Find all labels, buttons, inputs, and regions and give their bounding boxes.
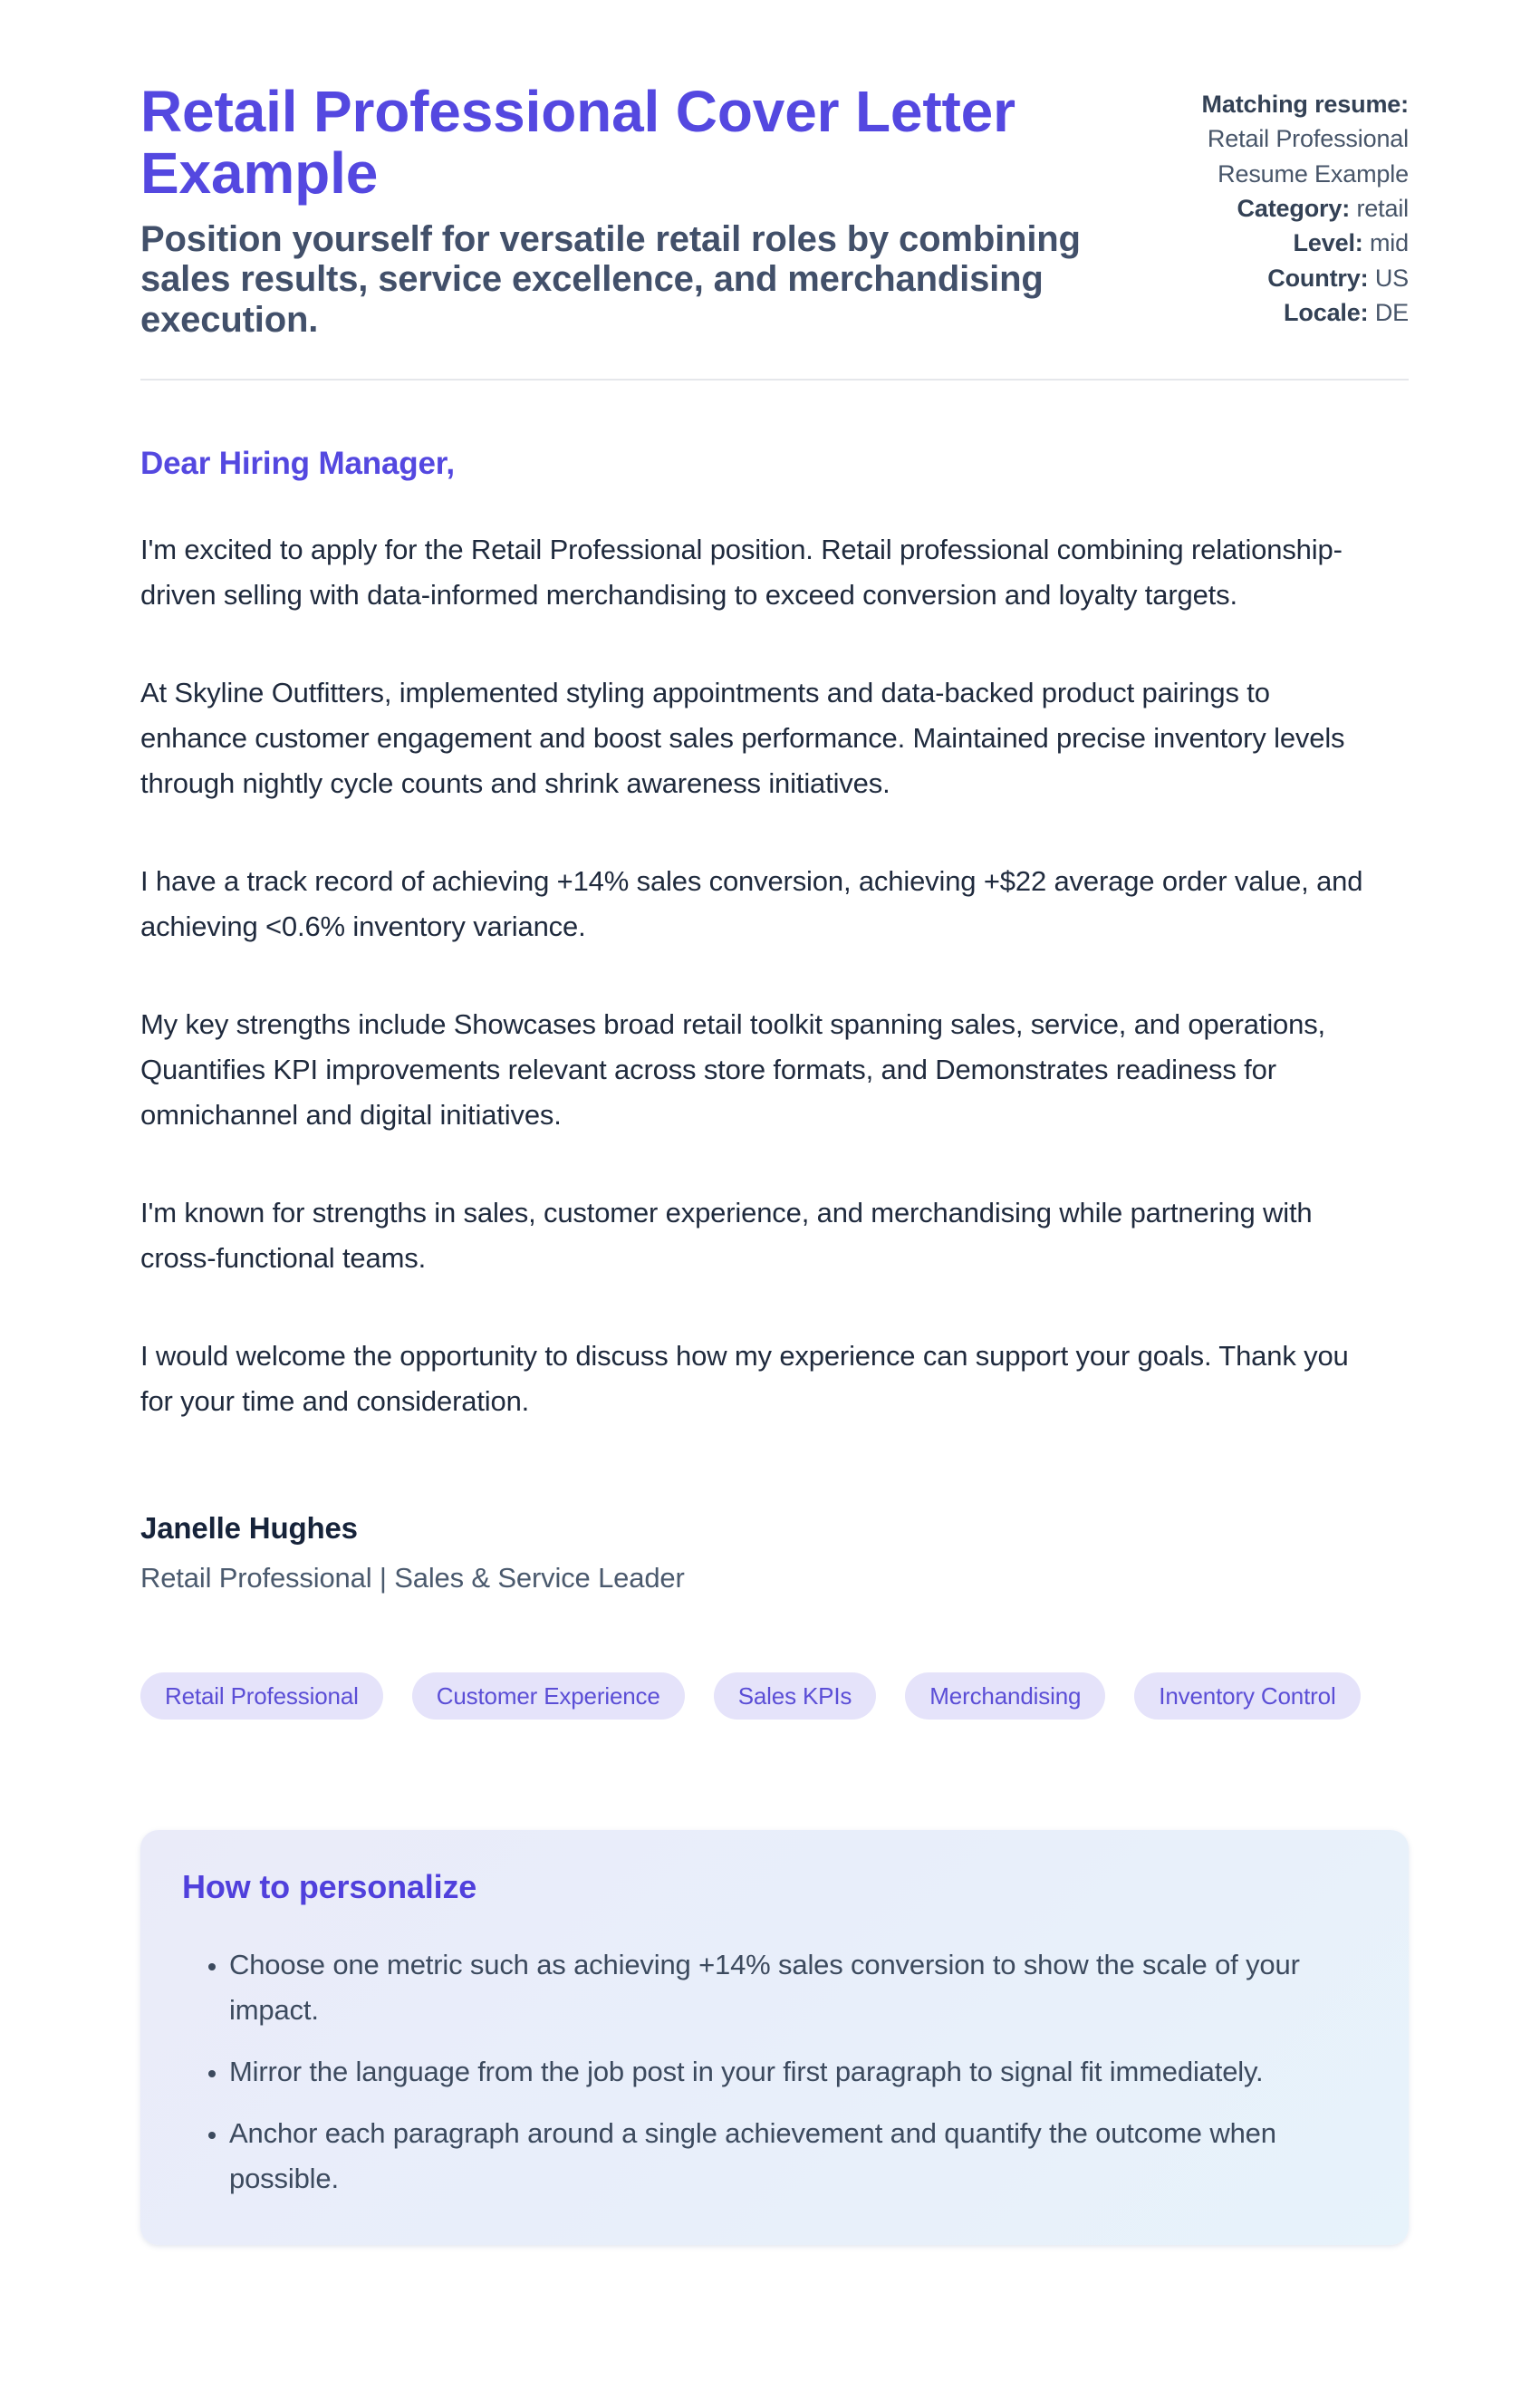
meta-country: Country: US [1267,264,1409,292]
page-root [140,0,1409,2245]
matching-resume-link[interactable]: Retail Professional Resume Example [1207,125,1409,188]
header-divider [140,379,1409,381]
meta-category: Category: retail [1237,194,1409,222]
signature-block [140,1511,1409,1595]
tag-pill[interactable]: Retail Professional [140,1672,383,1720]
title-block [140,79,1155,341]
letter-paragraph: My key strengths include Showcases broad retail toolkit spanning sales, service, and operations, Quantifies KPI improvements relevant across store formats, and Demonstrates readiness for omnichannel and digital initiatives. [140,1008,1326,1132]
signature-name: Janelle Hughes [140,1511,358,1546]
tag-pill[interactable]: Customer Experience [412,1672,685,1720]
meta-level: Level: mid [1293,229,1409,257]
tag-pill[interactable]: Merchandising [905,1672,1105,1720]
tag-pill[interactable]: Sales KPIs [714,1672,877,1720]
salutation: Dear Hiring Manager, [140,446,455,482]
tag-pill[interactable]: Inventory Control [1134,1672,1360,1720]
tips-card [140,1830,1409,2245]
letter-paragraph: At Skyline Outfitters, implemented styling appointments and data-backed product pairings to enhance customer engagement and boost sales performance. Maintained precise inventory levels through nightly cycle counts and shrink awareness initiatives. [140,677,1345,800]
page-subtitle: Position yourself for versatile retail roles by combining sales results, service excellence, and merchandising execution. [140,218,1081,341]
letter-paragraph: I would welcome the opportunity to discuss how my experience can support your goals. Thank you for your time and consideration. [140,1340,1349,1418]
page-title: Retail Professional Cover Letter Example [140,79,1015,206]
tips-item: • Choose one metric such as achieving +14% sales conversion to show the scale of your impact. [229,1942,1352,2033]
cover-letter-body [140,446,1409,1595]
meta-locale: Locale: DE [1284,298,1409,326]
page-header [140,79,1409,341]
letter-paragraph: I'm known for strengths in sales, customer experience, and merchandising while partnering with cross-functional teams. [140,1197,1313,1275]
tag-list [140,1672,1409,1720]
letter-paragraph: I'm excited to apply for the Retail Professional position. Retail professional combining relationship-driven selling with data-informed merchandising to exceed conversion and loyalty targets. [140,534,1343,612]
signature-title: Retail Professional | Sales & Service Leader [140,1562,685,1595]
letter-paragraph: I have a track record of achieving +14% sales conversion, achieving +$22 average order value, and achieving <0.6% inventory variance. [140,865,1363,943]
matching-resume-label: Matching resume: [1201,91,1409,118]
tips-item: • Mirror the language from the job post in your first paragraph to signal fit immediately. [229,2049,1352,2095]
tips-item: • Anchor each paragraph around a single achievement and quantify the outcome when possible. [229,2111,1352,2201]
tips-list [182,1942,1367,2201]
tips-heading: How to personalize [182,1868,477,1906]
meta-block [1162,82,1409,330]
